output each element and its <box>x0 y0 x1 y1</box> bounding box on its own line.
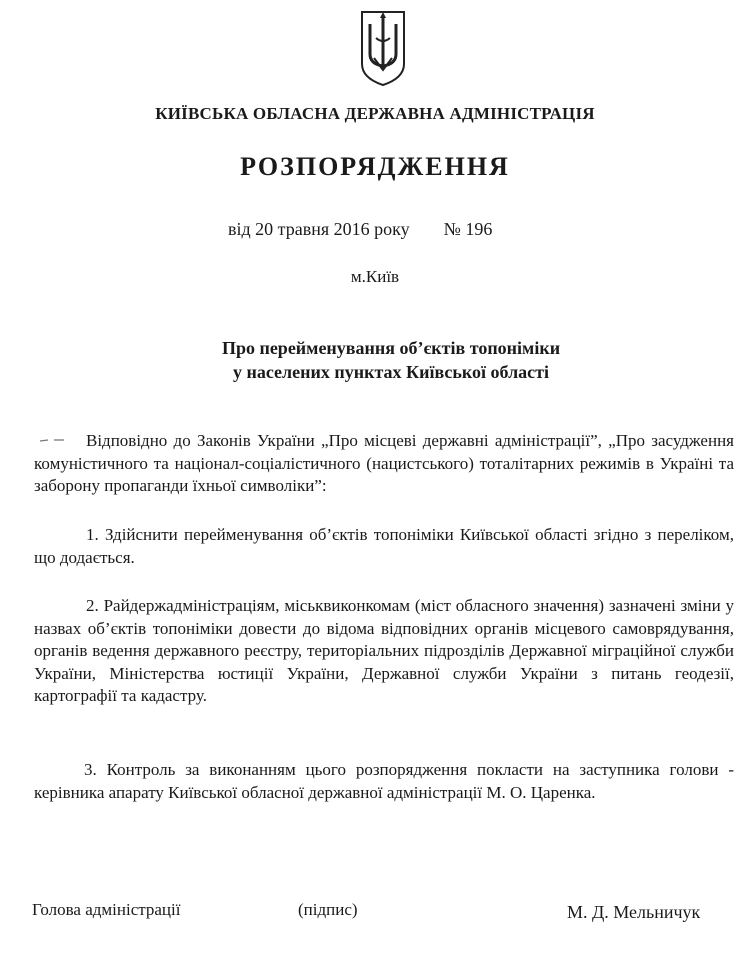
date-line <box>228 219 492 240</box>
item-2-paragraph: 2. Райдержадміністраціям, міськвиконкомам (міст обласного значення) зазначені зміни у назвах об’єктів топоніміки довести до відома відповідних органів місцевого самоврядування, органів ведення державного реєстру, територіальних підрозділів Державної міграційної служби України, Міністерства юстиції України, Державної служби України з питань геодезії, картографії та кадастру. <box>34 596 734 705</box>
document-date: від 20 травня 2016 року <box>228 219 410 239</box>
trident-emblem-icon <box>358 8 408 88</box>
organization-title: КИЇВСЬКА ОБЛАСНА ДЕРЖАВНА АДМІНІСТРАЦІЯ <box>155 104 595 123</box>
subject-line-2: у населених пунктах Київської області <box>232 362 550 382</box>
document-number: № 196 <box>443 219 493 239</box>
signatory-name: М. Д. Мельничук <box>567 902 701 922</box>
subject-line-1: Про перейменування об’єктів топоніміки <box>221 338 561 358</box>
preamble-paragraph: Відповідно до Законів України „Про місцеві державні адміністрації”, „Про засудження комуністичного та націонал-соціалістичного (нацистського) тоталітарних режимів в Україні та заборону пропаганди їхньої символіки”: <box>34 431 734 495</box>
document-type: РОЗПОРЯДЖЕННЯ <box>240 152 510 181</box>
city: м.Київ <box>350 267 400 286</box>
signature-mark: (підпис) <box>298 900 358 919</box>
subject <box>0 336 750 384</box>
item-3-paragraph: 3. Контроль за виконанням цього розпорядження покласти на заступника голови - керівника апарату Київської обласної державної адміністрації М. О. Царенка. <box>34 760 734 802</box>
item-1-paragraph: 1. Здійснити перейменування об’єктів топоніміки Київської області згідно з переліком, що додається. <box>34 525 734 567</box>
signatory-title: Голова адміністрації <box>32 900 181 919</box>
